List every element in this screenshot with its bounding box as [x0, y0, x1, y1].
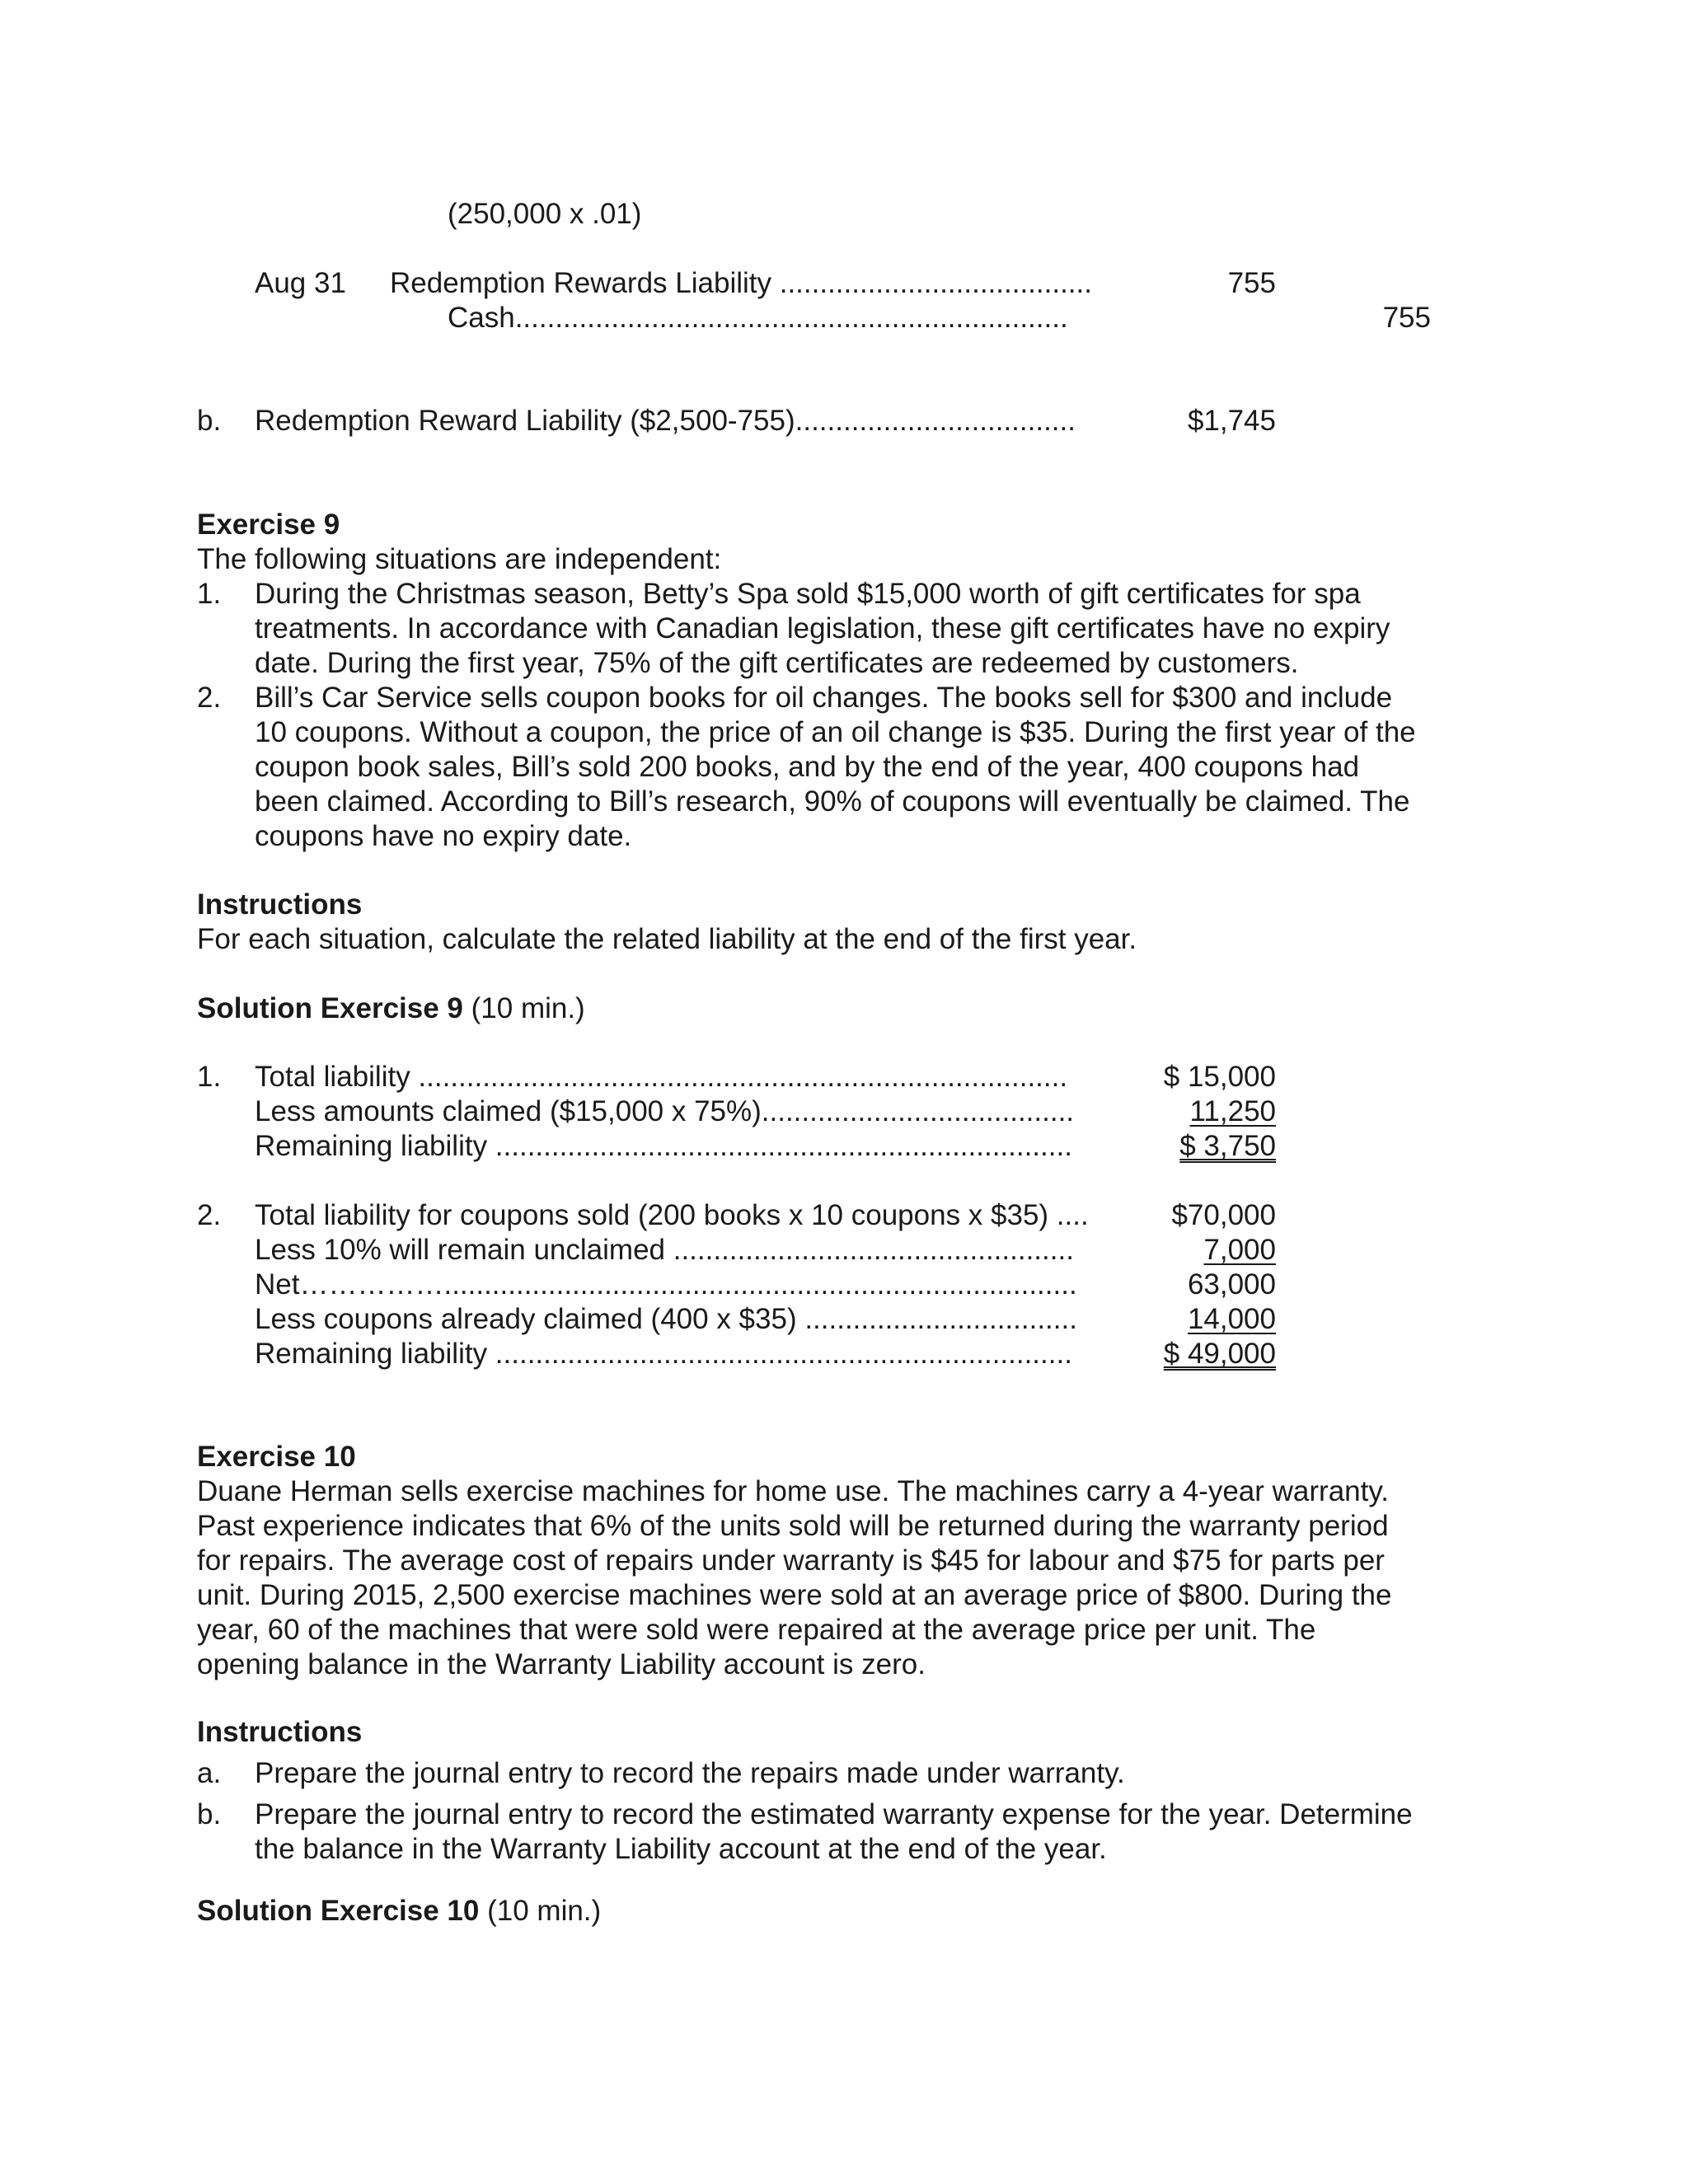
- part-b-amount: $1,745: [1187, 405, 1276, 437]
- exercise-9-item-2-text: [255, 681, 1416, 854]
- text-line: Bill’s Car Service sells coupon books for oil changes. The books sell for $300 and include: [255, 682, 1393, 714]
- solution-time: (10 min.): [479, 1895, 602, 1927]
- exercise-9-item-1-number: 1.: [197, 578, 222, 610]
- text-line: Prepare the journal entry to record the estimated warranty expense for the year. Determine: [255, 1798, 1413, 1830]
- double-underlined-amount: $ 49,000: [1163, 1338, 1276, 1370]
- solution-2-row-amount: [1154, 1233, 1276, 1268]
- text-line: unit. During 2015, 2,500 exercise machines were sold at an average price of $800. During the: [197, 1579, 1392, 1611]
- solution-title: Solution Exercise 10: [197, 1895, 480, 1927]
- text-line: 10 coupons. Without a coupon, the price of an oil change is $35. During the first year of the: [255, 716, 1416, 748]
- solution-2-row-label: Less 10% will remain unclaimed ..................................................: [255, 1234, 1074, 1266]
- text-line: date. During the first year, 75% of the gift certificates are redeemed by customers.: [255, 647, 1299, 679]
- exercise-10-solution-heading: [197, 1894, 601, 1929]
- exercise-9-item-2-number: 2.: [197, 682, 222, 714]
- exercise-9-item-1-text: [255, 577, 1390, 681]
- instruction-a-text: Prepare the journal entry to record the repairs made under warranty.: [255, 1757, 1125, 1789]
- solution-2-row-amount: 63,000: [1187, 1268, 1276, 1301]
- text-line: Past experience indicates that 6% of the units sold will be returned during the warranty period: [197, 1510, 1389, 1542]
- part-b-marker: b.: [197, 405, 222, 437]
- instruction-a-marker: a.: [197, 1757, 222, 1789]
- text-line: Duane Herman sells exercise machines for home use. The machines carry a 4-year warranty.: [197, 1475, 1389, 1507]
- solution-1-row-label: Less amounts claimed ($15,000 x 75%).......................................: [255, 1095, 1075, 1127]
- solution-2-row-label: Remaining liability ........................................................................: [255, 1338, 1072, 1370]
- exercise-9-instructions-heading: Instructions: [197, 888, 363, 921]
- journal-debit-account: Redemption Rewards Liability .......................................: [390, 267, 1092, 299]
- exercise-10-body: [197, 1474, 1391, 1682]
- double-underlined-amount: $ 3,750: [1179, 1130, 1276, 1162]
- solution-1-row-label: Total liability .................................................................................: [255, 1061, 1068, 1093]
- solution-2-row-label: Less coupons already claimed (400 x $35) ..................................: [255, 1303, 1077, 1335]
- exercise-9-intro: The following situations are independent:: [197, 543, 722, 575]
- text-line: treatments. In accordance with Canadian legislation, these gift certificates have no expiry: [255, 612, 1390, 644]
- text-line: coupon book sales, Bill’s sold 200 books, and by the end of the year, 400 coupons had: [255, 751, 1360, 783]
- journal-debit-amount: 755: [1227, 267, 1276, 299]
- solution-2-number: 2.: [197, 1199, 222, 1231]
- calc-note: (250,000 x .01): [448, 198, 642, 230]
- solution-1-number: 1.: [197, 1061, 222, 1093]
- solution-2-row-amount: [1154, 1337, 1276, 1371]
- solution-title: Solution Exercise 9: [197, 992, 463, 1024]
- text-line: year, 60 of the machines that were sold were repaired at the average price per unit. The: [197, 1614, 1316, 1646]
- instruction-b-marker: b.: [197, 1798, 222, 1830]
- solution-1-row-label: Remaining liability ........................................................................: [255, 1130, 1072, 1162]
- text-line: During the Christmas season, Betty’s Spa sold $15,000 worth of gift certificates for spa: [255, 578, 1361, 610]
- solution-time: (10 min.): [462, 992, 585, 1024]
- underlined-amount: 7,000: [1203, 1234, 1276, 1266]
- journal-credit-account: Cash.....................................................................: [448, 302, 1068, 334]
- exercise-9-instructions-text: For each situation, calculate the related liability at the end of the first year.: [197, 923, 1137, 955]
- text-line: opening balance in the Warranty Liability account is zero.: [197, 1648, 926, 1680]
- journal-date: Aug 31: [255, 267, 346, 299]
- solution-1-row-amount: [1154, 1094, 1276, 1129]
- solution-1-row-amount: [1154, 1129, 1276, 1164]
- text-line: for repairs. The average cost of repairs under warranty is $45 for labour and $75 for parts per: [197, 1544, 1385, 1577]
- solution-2-row-amount: [1154, 1302, 1276, 1337]
- part-b-line: Redemption Reward Liability ($2,500-755)...................................: [255, 405, 1076, 437]
- solution-2-row-label: Net……………...............................................................................: [255, 1268, 1077, 1301]
- solution-2-row-amount: $70,000: [1171, 1199, 1276, 1231]
- instruction-b-text: [255, 1797, 1413, 1867]
- journal-credit-amount: 755: [1382, 302, 1431, 334]
- exercise-10-heading: Exercise 10: [197, 1441, 356, 1473]
- text-line: been claimed. According to Bill’s research, 90% of coupons will eventually be claimed. The: [255, 785, 1410, 818]
- exercise-10-instructions-heading: Instructions: [197, 1716, 363, 1748]
- solution-1-row-amount: $ 15,000: [1163, 1061, 1276, 1093]
- text-line: the balance in the Warranty Liability account at the end of the year.: [255, 1833, 1107, 1865]
- exercise-9-heading: Exercise 9: [197, 509, 340, 541]
- solution-2-row-label: Total liability for coupons sold (200 books x 10 coupons x $35) ....: [255, 1199, 1089, 1231]
- text-line: coupons have no expiry date.: [255, 820, 632, 852]
- underlined-amount: 14,000: [1187, 1303, 1276, 1335]
- exercise-9-solution-heading: [197, 991, 585, 1026]
- underlined-amount: 11,250: [1189, 1095, 1276, 1127]
